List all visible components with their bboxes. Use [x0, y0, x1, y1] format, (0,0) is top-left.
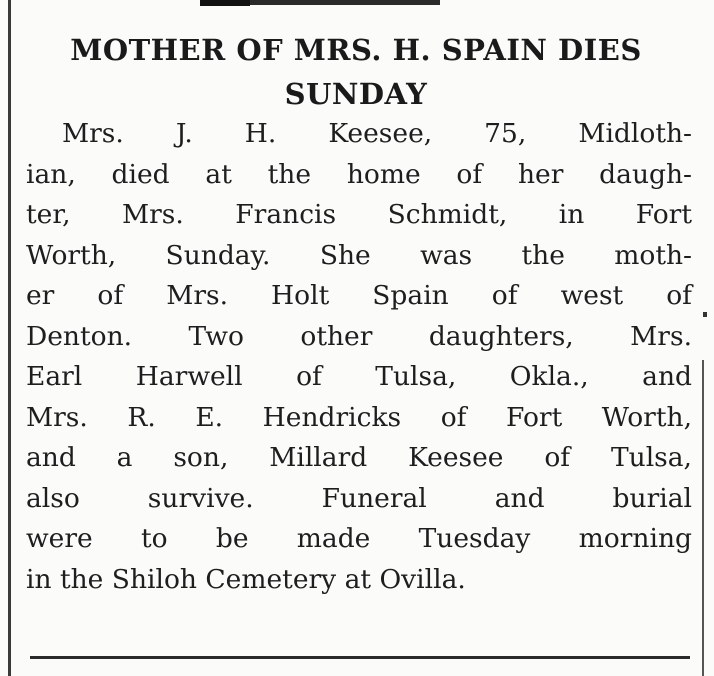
body-line: ian, died at the home of her daugh-	[26, 158, 692, 190]
body-line: Mrs. R. E. Hendricks of Fort Worth,	[26, 401, 692, 433]
body-line: also survive. Funeral and burial	[26, 482, 692, 514]
body-line: Mrs. J. H. Keesee, 75, Midloth-	[62, 118, 692, 149]
body-line: and a son, Millard Keesee of Tulsa,	[26, 442, 692, 473]
headline-line-2: SUNDAY	[284, 77, 428, 111]
body-line: ter, Mrs. Francis Schmidt, in Fort	[26, 199, 692, 230]
body-line: Earl Harwell of Tulsa, Okla., and	[26, 361, 692, 392]
body-line: er of Mrs. Holt Spain of west of	[26, 280, 692, 311]
column-left-border	[8, 0, 11, 676]
body-line: Worth, Sunday. She was the moth-	[26, 239, 692, 271]
column-right-border	[702, 360, 704, 676]
top-rule-accent	[200, 0, 250, 6]
body-line: Denton. Two other daughters, Mrs.	[26, 320, 692, 352]
bottom-rule	[30, 656, 690, 659]
body-line: were to be made Tuesday morning	[26, 523, 692, 554]
headline	[14, 28, 698, 116]
article-body	[26, 114, 692, 600]
body-line: in the Shiloh Cemetery at Ovilla.	[26, 563, 466, 595]
headline-line-1: MOTHER OF MRS. H. SPAIN DIES	[70, 33, 642, 67]
right-margin-mark	[703, 312, 707, 317]
